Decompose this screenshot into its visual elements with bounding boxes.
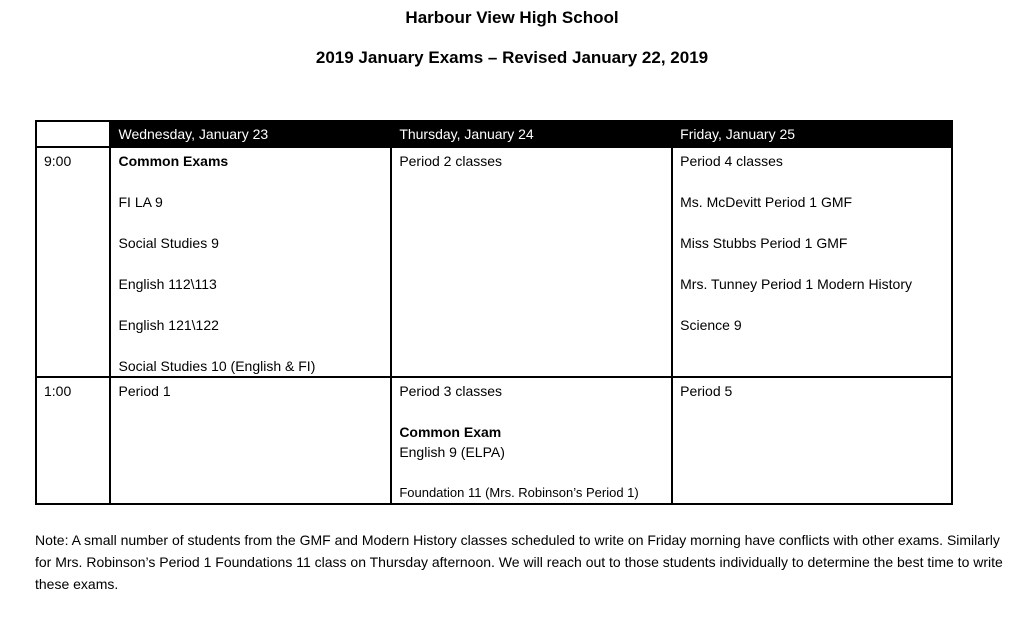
cell-friday-afternoon <box>672 377 952 504</box>
exam-item: Foundation 11 (Mrs. Robinson’s Period 1) <box>399 485 639 500</box>
common-exam-heading: Common Exam <box>399 424 502 440</box>
common-exams-heading: Common Exams <box>118 153 229 169</box>
cell-thursday-morning <box>391 147 672 377</box>
table-header-row <box>36 121 952 147</box>
exam-item: FI LA 9 <box>118 194 163 210</box>
cell-wednesday-afternoon <box>110 377 391 504</box>
exam-schedule-subtitle: 2019 January Exams – Revised January 22, 2019 <box>315 48 709 67</box>
exam-item: English 112\113 <box>118 276 217 292</box>
time-column-header <box>36 121 110 147</box>
exam-item: Social Studies 10 (English & FI) <box>118 358 316 374</box>
cell-friday-morning <box>672 147 952 377</box>
exam-schedule-table <box>35 120 953 505</box>
cell-wednesday-morning <box>110 147 391 377</box>
day-header-friday: Friday, January 25 <box>672 121 952 147</box>
schedule-note: Note: A small number of students from the GMF and Modern History classes scheduled to write on Friday morning have conflicts with other exams. Similarly for Mrs. Robinson’s Period 1 Foundations 11 class on Thursday afternoon. We will reach out to those students individually to determine the best time to write these exams. <box>35 532 1003 592</box>
exam-item: Social Studies 9 <box>118 235 219 251</box>
time-cell-afternoon <box>36 377 110 504</box>
exam-item: English 9 (ELPA) <box>399 444 505 460</box>
exam-item: Period 5 <box>680 383 733 399</box>
time-label: 9:00 <box>44 153 72 169</box>
day-header-thursday: Thursday, January 24 <box>391 121 672 147</box>
exam-item: Miss Stubbs Period 1 GMF <box>680 235 848 251</box>
cell-thursday-afternoon <box>391 377 672 504</box>
exam-item: Science 9 <box>680 317 742 333</box>
exam-item: Period 2 classes <box>399 153 503 169</box>
exam-item: Period 1 <box>118 383 171 399</box>
time-cell-morning <box>36 147 110 377</box>
exam-item: Ms. McDevitt Period 1 GMF <box>680 194 853 210</box>
school-name-title: Harbour View High School <box>405 8 619 27</box>
exam-item: Period 3 classes <box>399 383 503 399</box>
day-header-wednesday: Wednesday, January 23 <box>110 121 391 147</box>
time-label: 1:00 <box>44 383 72 399</box>
exam-item: Mrs. Tunney Period 1 Modern History <box>680 276 913 292</box>
table-row-afternoon <box>36 377 952 504</box>
exam-item: English 121\122 <box>118 317 219 333</box>
table-row-morning <box>36 147 952 377</box>
exam-item: Period 4 classes <box>680 153 783 169</box>
